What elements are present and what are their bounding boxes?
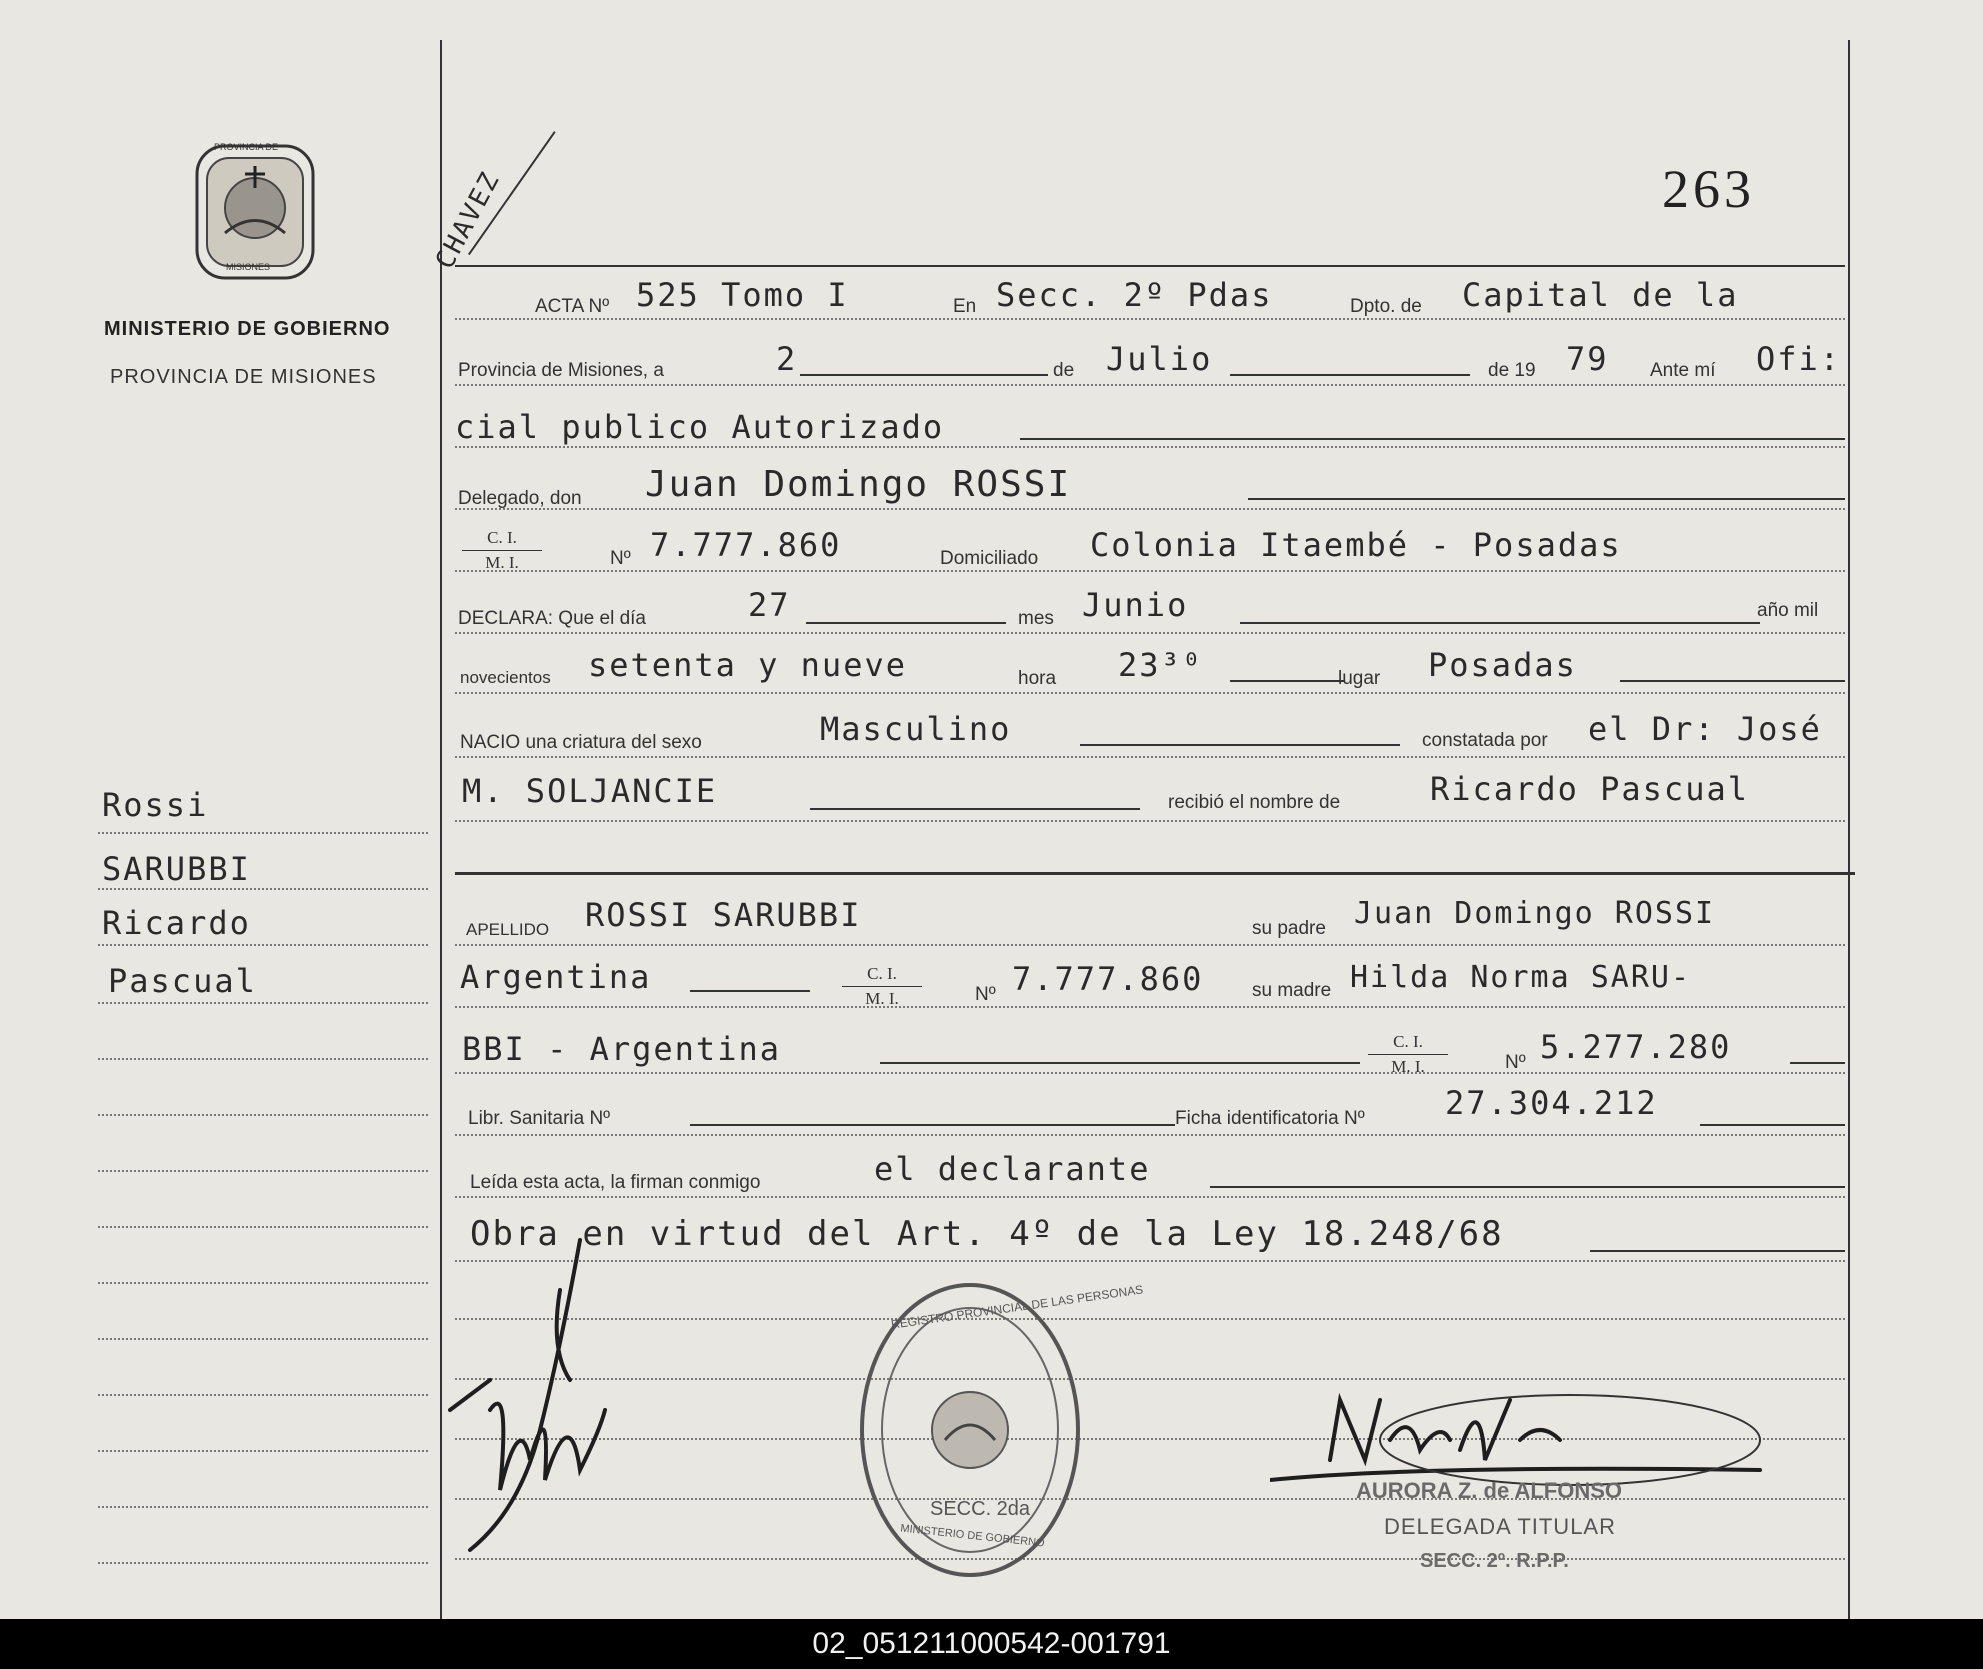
dotline [455, 318, 1845, 320]
dotline [455, 756, 1845, 758]
stamp-upper-text: REGISTRO PROVINCIAL DE LAS PERSONAS [890, 1282, 1145, 1332]
margin-dotline [98, 1002, 428, 1004]
margin-dotline [98, 832, 428, 834]
margin-annotation: CHAVEZ [430, 166, 507, 275]
dotline [455, 1072, 1845, 1074]
blank-line [1700, 1124, 1845, 1126]
no-label: Nº [610, 548, 631, 569]
apellido-value: ROSSI SARUBBI [585, 896, 862, 934]
margin-dotline [98, 1114, 428, 1116]
ci-value: 7.777.860 [650, 526, 842, 564]
anio-label: año mil [1757, 600, 1819, 621]
blank-line [880, 1062, 1360, 1064]
blank-line [1230, 374, 1470, 376]
madre-value: Hilda Norma SARU- [1350, 960, 1692, 995]
constatada-label: constatada por [1422, 730, 1548, 751]
blank-line [806, 622, 1006, 624]
dpto-label: Dpto. de [1350, 296, 1422, 317]
margin-note-surname: Rossi [102, 786, 209, 824]
blank-line [810, 808, 1140, 810]
mes-label: mes [1018, 608, 1054, 629]
signature-title: DELEGADA TITULAR [1384, 1514, 1616, 1539]
blank-line [800, 374, 1048, 376]
signature-section: SECC. 2º. R.P.P. [1420, 1550, 1569, 1572]
leida-value: el declarante [874, 1150, 1151, 1188]
stamp-lower-text: MINISTERIO DE GOBIERNO [899, 1522, 1046, 1550]
footer-id: 02_051211000542-001791 [0, 1619, 1983, 1669]
blank-line [1248, 498, 1845, 500]
ci-fraction [462, 528, 542, 573]
dotline [455, 632, 1845, 634]
leida-label: Leída esta acta, la firman conmigo [470, 1172, 761, 1193]
blank-line [1240, 622, 1760, 624]
novecientos-label: novecientos [460, 668, 551, 687]
margin-dotline [98, 1562, 428, 1564]
blank-line [1020, 438, 1845, 440]
doctor-value: M. SOLJANCIE [462, 772, 718, 810]
madre-ci-top: C. I. [1368, 1032, 1448, 1055]
padre-value: Juan Domingo ROSSI [1354, 896, 1716, 931]
hora-label: hora [1018, 668, 1057, 689]
domiciliado-label: Domiciliado [940, 548, 1039, 569]
margin-note-second-name: Pascual [108, 962, 257, 1000]
padre-label: su padre [1252, 918, 1326, 939]
declarant-signature [430, 1230, 690, 1560]
ficha-value: 27.304.212 [1445, 1084, 1658, 1122]
ci-top: C. I. [462, 528, 542, 551]
apellido-label: APELLIDO [466, 920, 550, 939]
madre-ci-value: 5.277.280 [1540, 1028, 1732, 1066]
blank-line [1080, 744, 1400, 746]
obra-value: Obra en virtud del Art. 4º de la Ley 18.248/68 [470, 1214, 1504, 1254]
blank-line [1620, 680, 1845, 682]
provincia-label: Provincia de Misiones, a [458, 360, 664, 381]
delegado-value: Juan Domingo ROSSI [645, 464, 1072, 505]
padre-no-label: Nº [975, 984, 996, 1005]
libreta-label: Libr. Sanitaria Nº [468, 1108, 611, 1129]
blank-line [1790, 1062, 1845, 1064]
right-rule [1848, 40, 1850, 1619]
constatada-value: el Dr: José [1588, 710, 1822, 748]
margin-dotline [98, 1450, 428, 1452]
en-value: Secc. 2º Pdas [996, 276, 1273, 314]
madre-no-label: Nº [1505, 1052, 1526, 1073]
lugar-label: lugar [1338, 668, 1381, 689]
seal-top-text: PROVINCIA DE [214, 142, 279, 152]
padre-ci-fraction [842, 964, 922, 1009]
birth-month: Junio [1082, 586, 1189, 624]
ante-value: Ofi: [1756, 340, 1842, 378]
nacio-label: NACIO una criatura del sexo [460, 732, 702, 753]
ficha-label: Ficha identificatoria Nº [1175, 1108, 1365, 1129]
ministry-title: MINISTERIO DE GOBIERNO [104, 318, 391, 340]
dotline [455, 1006, 1845, 1008]
section-separator [455, 872, 1855, 875]
dotline [455, 446, 1845, 448]
padre-ci-top: C. I. [842, 964, 922, 987]
nombre-value: Ricardo Pascual [1430, 770, 1749, 808]
margin-dotline [98, 1226, 428, 1228]
dotline [455, 384, 1845, 386]
hora-value: 23³⁰ [1118, 646, 1204, 684]
ci-bottom: M. I. [485, 553, 519, 572]
dotline [455, 1134, 1845, 1136]
padre-nacionalidad: Argentina [460, 958, 652, 996]
margin-dotline [98, 1394, 428, 1396]
form-top-rule [455, 265, 1845, 267]
acta-label: ACTA Nº [535, 296, 610, 317]
birth-year-words: setenta y nueve [588, 646, 907, 684]
dotline [455, 692, 1845, 694]
birth-day: 27 [748, 586, 791, 624]
margin-dotline [98, 1058, 428, 1060]
dotline [455, 820, 1845, 822]
margin-dotline [98, 888, 428, 890]
margin-dotline [98, 1170, 428, 1172]
madre-label: su madre [1252, 980, 1332, 1001]
stamp-middle-text: SECC. 2da [930, 1498, 1031, 1520]
margin-dotline [98, 1282, 428, 1284]
blank-line [1210, 1186, 1845, 1188]
margin-note-surname-2: SARUBBI [102, 850, 251, 888]
blank-line [690, 1124, 1175, 1126]
domiciliado-value: Colonia Itaembé - Posadas [1090, 526, 1622, 564]
madre-ci-bottom: M. I. [1391, 1057, 1425, 1076]
madre-value-cont: BBI - Argentina [462, 1030, 781, 1068]
de-label: de [1053, 360, 1075, 381]
ante-label: Ante mí [1650, 360, 1716, 381]
padre-ci-bottom: M. I. [865, 989, 899, 1008]
margin-dotline [98, 1338, 428, 1340]
dotline [455, 1196, 1845, 1198]
day-value: 2 [776, 340, 798, 378]
blank-line [1590, 1250, 1845, 1252]
delegado-label: Delegado, don [458, 488, 582, 509]
signature-name: AURORA Z. de ALFONSO [1356, 1478, 1623, 1503]
margin-note-first-name: Ricardo [102, 904, 251, 942]
margin-dotline [98, 944, 428, 946]
year-value: 79 [1566, 340, 1609, 378]
blank-line [1230, 680, 1344, 682]
margin-dotline [98, 1506, 428, 1508]
padre-ci-value: 7.777.860 [1012, 960, 1204, 998]
page-number: 263 [1662, 159, 1755, 219]
dotline [455, 570, 1845, 572]
month-value: Julio [1106, 340, 1213, 378]
dotline [455, 508, 1845, 510]
year-label: de 19 [1488, 360, 1536, 381]
official-value: cial publico Autorizado [455, 408, 945, 446]
dotline [455, 944, 1845, 946]
madre-ci-fraction [1368, 1032, 1448, 1077]
sexo-value: Masculino [820, 710, 1012, 748]
dpto-value: Capital de la [1462, 276, 1739, 314]
lugar-value: Posadas [1428, 646, 1577, 684]
acta-value: 525 Tomo I [636, 276, 849, 314]
seal-bottom-text: MISIONES [226, 262, 271, 272]
en-label: En [953, 296, 977, 317]
recibio-label: recibió el nombre de [1168, 792, 1341, 813]
province-title: PROVINCIA DE MISIONES [110, 366, 377, 388]
declara-label: DECLARA: Que el día [458, 608, 646, 629]
blank-line [690, 990, 810, 992]
